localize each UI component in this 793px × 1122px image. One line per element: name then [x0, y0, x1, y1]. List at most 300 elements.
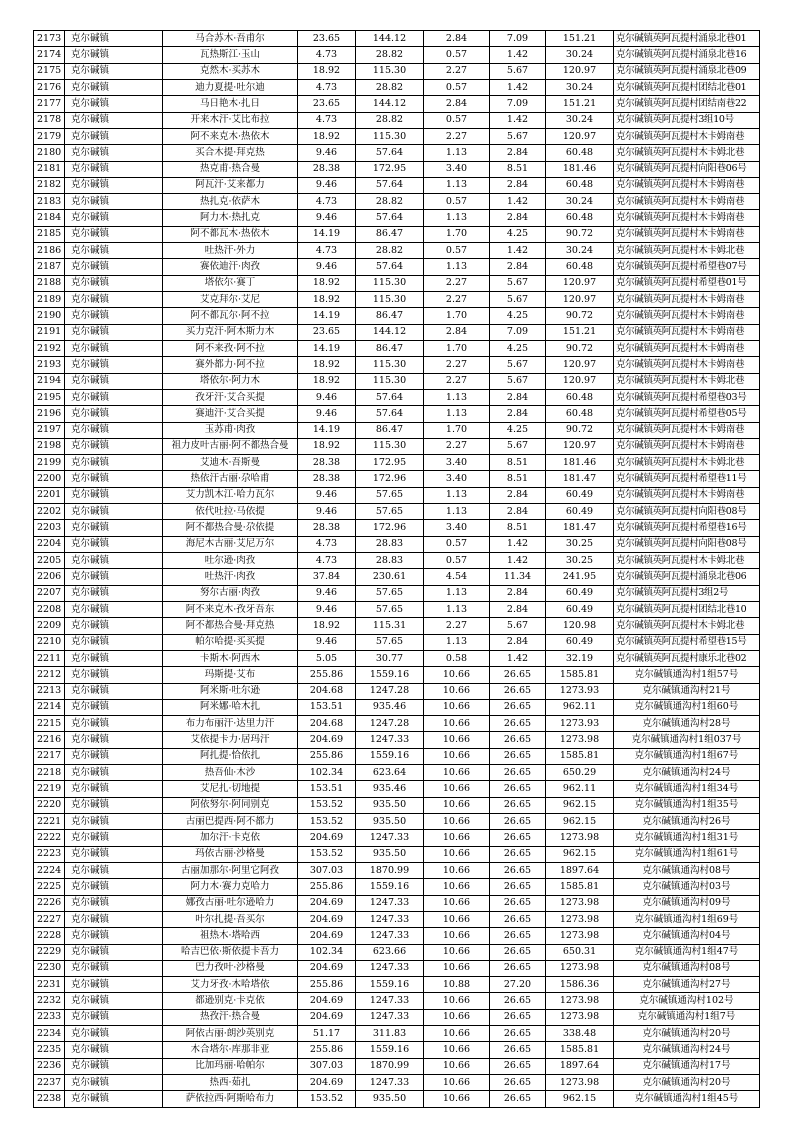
- total-cell: 1273.98: [546, 911, 614, 927]
- value-cell: 10.66: [424, 781, 490, 797]
- value-cell: 1559.16: [356, 1042, 424, 1058]
- value-cell: 4.73: [298, 47, 356, 63]
- value-cell: 18.92: [298, 618, 356, 634]
- value-cell: 1247.33: [356, 928, 424, 944]
- value-cell: 0.57: [424, 243, 490, 259]
- value-cell: 1.42: [490, 536, 546, 552]
- value-cell: 26.65: [490, 879, 546, 895]
- value-cell: 26.65: [490, 911, 546, 927]
- name-cell: 阿不来克木·热依木: [163, 128, 298, 144]
- address-cell: 克尔碱镇通沟村08号: [614, 960, 760, 976]
- name-cell: 赛依迪汗·肉孜: [163, 259, 298, 275]
- table-row: [34, 47, 760, 63]
- value-cell: 0.57: [424, 194, 490, 210]
- value-cell: 1559.16: [356, 667, 424, 683]
- total-cell: 241.95: [546, 569, 614, 585]
- row-number-cell: 2191: [34, 324, 65, 340]
- table-row: [34, 732, 760, 748]
- table-row: [34, 112, 760, 128]
- total-cell: 30.25: [546, 536, 614, 552]
- row-number-cell: 2195: [34, 389, 65, 405]
- address-cell: 克尔碱镇通沟村1组7号: [614, 1009, 760, 1025]
- total-cell: 650.29: [546, 765, 614, 781]
- value-cell: 28.83: [356, 536, 424, 552]
- value-cell: 18.92: [298, 128, 356, 144]
- total-cell: 1273.98: [546, 732, 614, 748]
- table-row: [34, 504, 760, 520]
- town-cell: 克尔碱镇: [65, 716, 163, 732]
- name-cell: 阿米娜·哈木扎: [163, 699, 298, 715]
- total-cell: 181.46: [546, 161, 614, 177]
- value-cell: 1.13: [424, 389, 490, 405]
- name-cell: 阿依努尔·阿同别克: [163, 797, 298, 813]
- name-cell: 买力克汗·阿木斯力木: [163, 324, 298, 340]
- value-cell: 10.66: [424, 1075, 490, 1091]
- value-cell: 10.66: [424, 667, 490, 683]
- value-cell: 9.46: [298, 145, 356, 161]
- name-cell: 马日艳木·扎日: [163, 96, 298, 112]
- value-cell: 4.54: [424, 569, 490, 585]
- town-cell: 克尔碱镇: [65, 944, 163, 960]
- address-cell: 克尔碱镇英阿瓦提村木卡姆南巷: [614, 194, 760, 210]
- total-cell: 60.48: [546, 145, 614, 161]
- row-number-cell: 2182: [34, 177, 65, 193]
- name-cell: 吐热汗·外力: [163, 243, 298, 259]
- value-cell: 10.66: [424, 765, 490, 781]
- value-cell: 26.65: [490, 797, 546, 813]
- total-cell: 1897.64: [546, 1058, 614, 1074]
- address-cell: 克尔碱镇英阿瓦提村希望巷07号: [614, 259, 760, 275]
- value-cell: 5.67: [490, 292, 546, 308]
- value-cell: 2.27: [424, 357, 490, 373]
- town-cell: 克尔碱镇: [65, 145, 163, 161]
- town-cell: 克尔碱镇: [65, 928, 163, 944]
- address-cell: 克尔碱镇英阿瓦提村团结南巷22: [614, 96, 760, 112]
- value-cell: 5.05: [298, 650, 356, 666]
- value-cell: 57.64: [356, 389, 424, 405]
- row-number-cell: 2189: [34, 292, 65, 308]
- name-cell: 瓦热斯江·玉山: [163, 47, 298, 63]
- address-cell: 克尔碱镇通沟村24号: [614, 765, 760, 781]
- name-cell: 努尔古丽·肉孜: [163, 585, 298, 601]
- value-cell: 307.03: [298, 1058, 356, 1074]
- value-cell: 1.13: [424, 487, 490, 503]
- table-row: [34, 895, 760, 911]
- address-cell: 克尔碱镇通沟村1组45号: [614, 1091, 760, 1107]
- row-number-cell: 2222: [34, 830, 65, 846]
- value-cell: 1.70: [424, 422, 490, 438]
- total-cell: 30.24: [546, 79, 614, 95]
- town-cell: 克尔碱镇: [65, 569, 163, 585]
- row-number-cell: 2210: [34, 634, 65, 650]
- address-cell: 克尔碱镇通沟村24号: [614, 1042, 760, 1058]
- value-cell: 1247.28: [356, 683, 424, 699]
- value-cell: 115.30: [356, 373, 424, 389]
- town-cell: 克尔碱镇: [65, 814, 163, 830]
- value-cell: 115.30: [356, 128, 424, 144]
- address-cell: 克尔碱镇英阿瓦提村木卡姆南巷: [614, 308, 760, 324]
- total-cell: 1273.93: [546, 683, 614, 699]
- town-cell: 克尔碱镇: [65, 765, 163, 781]
- address-cell: 克尔碱镇通沟村03号: [614, 879, 760, 895]
- row-number-cell: 2183: [34, 194, 65, 210]
- value-cell: 18.92: [298, 292, 356, 308]
- value-cell: 10.66: [424, 1091, 490, 1107]
- table-row: [34, 814, 760, 830]
- table-row: [34, 1075, 760, 1091]
- value-cell: 1.42: [490, 243, 546, 259]
- name-cell: 布力布丽汗·达里力汗: [163, 716, 298, 732]
- total-cell: 90.72: [546, 340, 614, 356]
- town-cell: 克尔碱镇: [65, 830, 163, 846]
- value-cell: 1.70: [424, 226, 490, 242]
- row-number-cell: 2229: [34, 944, 65, 960]
- value-cell: 18.92: [298, 357, 356, 373]
- address-cell: 克尔碱镇英阿瓦提村希望巷15号: [614, 634, 760, 650]
- row-number-cell: 2238: [34, 1091, 65, 1107]
- address-cell: 克尔碱镇通沟村1组47号: [614, 944, 760, 960]
- name-cell: 阿不来孜·阿不拉: [163, 340, 298, 356]
- name-cell: 玉苏甫·肉孜: [163, 422, 298, 438]
- value-cell: 86.47: [356, 308, 424, 324]
- name-cell: 迪力夏提·吐尔迪: [163, 79, 298, 95]
- value-cell: 9.46: [298, 585, 356, 601]
- value-cell: 11.34: [490, 569, 546, 585]
- value-cell: 9.46: [298, 259, 356, 275]
- table-row: [34, 797, 760, 813]
- total-cell: 338.48: [546, 1026, 614, 1042]
- town-cell: 克尔碱镇: [65, 634, 163, 650]
- row-number-cell: 2190: [34, 308, 65, 324]
- table-row: [34, 455, 760, 471]
- name-cell: 阿不都热合曼·拜克热: [163, 618, 298, 634]
- town-cell: 克尔碱镇: [65, 797, 163, 813]
- value-cell: 26.65: [490, 765, 546, 781]
- value-cell: 1559.16: [356, 748, 424, 764]
- name-cell: 艾力牙孜·木哈塔依: [163, 977, 298, 993]
- value-cell: 26.65: [490, 781, 546, 797]
- total-cell: 30.24: [546, 194, 614, 210]
- town-cell: 克尔碱镇: [65, 422, 163, 438]
- value-cell: 3.40: [424, 161, 490, 177]
- value-cell: 935.46: [356, 699, 424, 715]
- town-cell: 克尔碱镇: [65, 177, 163, 193]
- address-cell: 克尔碱镇通沟村102号: [614, 993, 760, 1009]
- value-cell: 1.13: [424, 210, 490, 226]
- name-cell: 阿力木·赛力克哈力: [163, 879, 298, 895]
- table-row: [34, 1026, 760, 1042]
- value-cell: 18.92: [298, 63, 356, 79]
- value-cell: 153.51: [298, 699, 356, 715]
- town-cell: 克尔碱镇: [65, 911, 163, 927]
- value-cell: 153.52: [298, 846, 356, 862]
- total-cell: 60.48: [546, 406, 614, 422]
- town-cell: 克尔碱镇: [65, 63, 163, 79]
- value-cell: 204.69: [298, 1075, 356, 1091]
- value-cell: 1247.33: [356, 1009, 424, 1025]
- town-cell: 克尔碱镇: [65, 226, 163, 242]
- address-cell: 克尔碱镇通沟村21号: [614, 683, 760, 699]
- name-cell: 艾力凯木江·哈力瓦尔: [163, 487, 298, 503]
- address-cell: 克尔碱镇英阿瓦提村木卡姆南巷: [614, 324, 760, 340]
- name-cell: 加尔汗·卡克依: [163, 830, 298, 846]
- value-cell: 2.84: [424, 96, 490, 112]
- value-cell: 0.57: [424, 536, 490, 552]
- total-cell: 1273.98: [546, 830, 614, 846]
- value-cell: 30.77: [356, 650, 424, 666]
- row-number-cell: 2223: [34, 846, 65, 862]
- table-row: [34, 389, 760, 405]
- total-cell: 120.97: [546, 292, 614, 308]
- value-cell: 5.67: [490, 275, 546, 291]
- row-number-cell: 2200: [34, 471, 65, 487]
- value-cell: 9.46: [298, 210, 356, 226]
- value-cell: 115.30: [356, 275, 424, 291]
- town-cell: 克尔碱镇: [65, 1042, 163, 1058]
- name-cell: 阿瓦汗·艾来都力: [163, 177, 298, 193]
- value-cell: 3.40: [424, 471, 490, 487]
- row-number-cell: 2235: [34, 1042, 65, 1058]
- row-number-cell: 2173: [34, 31, 65, 47]
- value-cell: 57.64: [356, 210, 424, 226]
- table-row: [34, 31, 760, 47]
- name-cell: 塔依尔·赛丁: [163, 275, 298, 291]
- row-number-cell: 2209: [34, 618, 65, 634]
- address-cell: 克尔碱镇英阿瓦提村向阳巷08号: [614, 504, 760, 520]
- value-cell: 28.38: [298, 471, 356, 487]
- address-cell: 克尔碱镇英阿瓦提村3组2号: [614, 585, 760, 601]
- value-cell: 14.19: [298, 308, 356, 324]
- name-cell: 热克甫·热合曼: [163, 161, 298, 177]
- address-cell: 克尔碱镇通沟村1组57号: [614, 667, 760, 683]
- row-number-cell: 2184: [34, 210, 65, 226]
- value-cell: 1.13: [424, 601, 490, 617]
- town-cell: 克尔碱镇: [65, 340, 163, 356]
- table-row: [34, 765, 760, 781]
- value-cell: 2.27: [424, 292, 490, 308]
- value-cell: 935.50: [356, 797, 424, 813]
- row-number-cell: 2214: [34, 699, 65, 715]
- value-cell: 57.65: [356, 585, 424, 601]
- value-cell: 255.86: [298, 977, 356, 993]
- value-cell: 204.69: [298, 1009, 356, 1025]
- value-cell: 1247.33: [356, 895, 424, 911]
- address-cell: 克尔碱镇通沟村1组35号: [614, 797, 760, 813]
- row-number-cell: 2175: [34, 63, 65, 79]
- row-number-cell: 2215: [34, 716, 65, 732]
- row-number-cell: 2232: [34, 993, 65, 1009]
- value-cell: 1.13: [424, 406, 490, 422]
- name-cell: 阿不来克木·孜牙吾东: [163, 601, 298, 617]
- data-table: [33, 30, 760, 1108]
- total-cell: 1897.64: [546, 862, 614, 878]
- value-cell: 10.66: [424, 895, 490, 911]
- value-cell: 4.73: [298, 536, 356, 552]
- value-cell: 2.84: [424, 324, 490, 340]
- total-cell: 60.48: [546, 210, 614, 226]
- value-cell: 102.34: [298, 944, 356, 960]
- value-cell: 28.38: [298, 161, 356, 177]
- value-cell: 26.65: [490, 814, 546, 830]
- name-cell: 阿不都瓦木·热依木: [163, 226, 298, 242]
- total-cell: 60.49: [546, 585, 614, 601]
- table-row: [34, 406, 760, 422]
- value-cell: 204.68: [298, 683, 356, 699]
- town-cell: 克尔碱镇: [65, 194, 163, 210]
- total-cell: 30.24: [546, 47, 614, 63]
- value-cell: 172.96: [356, 520, 424, 536]
- value-cell: 10.66: [424, 1009, 490, 1025]
- value-cell: 28.38: [298, 520, 356, 536]
- name-cell: 吐热汗·肉孜: [163, 569, 298, 585]
- row-number-cell: 2188: [34, 275, 65, 291]
- name-cell: 巴力孜叶·沙格曼: [163, 960, 298, 976]
- town-cell: 克尔碱镇: [65, 455, 163, 471]
- value-cell: 8.51: [490, 520, 546, 536]
- address-cell: 克尔碱镇英阿瓦提村木卡姆南巷: [614, 438, 760, 454]
- value-cell: 4.73: [298, 553, 356, 569]
- table-row: [34, 79, 760, 95]
- total-cell: 1585.81: [546, 1042, 614, 1058]
- value-cell: 172.95: [356, 455, 424, 471]
- address-cell: 克尔碱镇通沟村1组61号: [614, 846, 760, 862]
- value-cell: 10.66: [424, 683, 490, 699]
- row-number-cell: 2237: [34, 1075, 65, 1091]
- name-cell: 玛依古丽·沙格曼: [163, 846, 298, 862]
- value-cell: 204.69: [298, 928, 356, 944]
- address-cell: 克尔碱镇通沟村08号: [614, 862, 760, 878]
- row-number-cell: 2181: [34, 161, 65, 177]
- value-cell: 935.50: [356, 846, 424, 862]
- name-cell: 海尼木古丽·艾尼万尔: [163, 536, 298, 552]
- value-cell: 1.42: [490, 79, 546, 95]
- value-cell: 144.12: [356, 96, 424, 112]
- table-row: [34, 373, 760, 389]
- address-cell: 克尔碱镇英阿瓦提村木卡姆南巷: [614, 128, 760, 144]
- table-row: [34, 862, 760, 878]
- value-cell: 115.30: [356, 357, 424, 373]
- address-cell: 克尔碱镇英阿瓦提村木卡姆南巷: [614, 210, 760, 226]
- total-cell: 151.21: [546, 96, 614, 112]
- value-cell: 26.65: [490, 944, 546, 960]
- address-cell: 克尔碱镇英阿瓦提村木卡姆南巷: [614, 487, 760, 503]
- value-cell: 4.25: [490, 226, 546, 242]
- row-number-cell: 2207: [34, 585, 65, 601]
- row-number-cell: 2231: [34, 977, 65, 993]
- value-cell: 2.84: [490, 389, 546, 405]
- total-cell: 60.48: [546, 389, 614, 405]
- value-cell: 57.64: [356, 145, 424, 161]
- table-row: [34, 781, 760, 797]
- address-cell: 克尔碱镇英阿瓦提村木卡姆北巷: [614, 243, 760, 259]
- value-cell: 4.25: [490, 422, 546, 438]
- value-cell: 28.82: [356, 194, 424, 210]
- town-cell: 克尔碱镇: [65, 618, 163, 634]
- name-cell: 热扎克·依萨木: [163, 194, 298, 210]
- value-cell: 172.96: [356, 471, 424, 487]
- table-row: [34, 569, 760, 585]
- value-cell: 26.65: [490, 1009, 546, 1025]
- address-cell: 克尔碱镇英阿瓦提村涌泉北巷16: [614, 47, 760, 63]
- name-cell: 马合苏木·吾甫尔: [163, 31, 298, 47]
- address-cell: 克尔碱镇通沟村1组69号: [614, 911, 760, 927]
- town-cell: 克尔碱镇: [65, 993, 163, 1009]
- value-cell: 204.69: [298, 830, 356, 846]
- value-cell: 0.57: [424, 47, 490, 63]
- value-cell: 2.84: [490, 504, 546, 520]
- value-cell: 26.65: [490, 960, 546, 976]
- name-cell: 叶尔扎提·吾买尔: [163, 911, 298, 927]
- name-cell: 艾依提卡力·居玛汗: [163, 732, 298, 748]
- value-cell: 28.82: [356, 243, 424, 259]
- table-row: [34, 667, 760, 683]
- table-row: [34, 226, 760, 242]
- value-cell: 10.66: [424, 911, 490, 927]
- address-cell: 克尔碱镇英阿瓦提村木卡姆北巷: [614, 145, 760, 161]
- value-cell: 1.13: [424, 177, 490, 193]
- address-cell: 克尔碱镇通沟村1组67号: [614, 748, 760, 764]
- row-number-cell: 2176: [34, 79, 65, 95]
- table-row: [34, 1091, 760, 1107]
- value-cell: 9.46: [298, 601, 356, 617]
- value-cell: 10.66: [424, 879, 490, 895]
- total-cell: 1273.98: [546, 960, 614, 976]
- value-cell: 4.73: [298, 194, 356, 210]
- value-cell: 2.84: [490, 259, 546, 275]
- value-cell: 23.65: [298, 324, 356, 340]
- row-number-cell: 2211: [34, 650, 65, 666]
- row-number-cell: 2224: [34, 862, 65, 878]
- total-cell: 1273.98: [546, 1075, 614, 1091]
- value-cell: 1.70: [424, 308, 490, 324]
- name-cell: 祖力皮叶古丽·阿不都热合曼: [163, 438, 298, 454]
- value-cell: 5.67: [490, 128, 546, 144]
- value-cell: 10.88: [424, 977, 490, 993]
- value-cell: 10.66: [424, 1026, 490, 1042]
- value-cell: 26.65: [490, 732, 546, 748]
- table-row: [34, 357, 760, 373]
- value-cell: 204.69: [298, 960, 356, 976]
- address-cell: 克尔碱镇英阿瓦提村希望巷05号: [614, 406, 760, 422]
- value-cell: 115.30: [356, 63, 424, 79]
- address-cell: 克尔碱镇英阿瓦提村希望巷01号: [614, 275, 760, 291]
- value-cell: 26.65: [490, 1075, 546, 1091]
- value-cell: 86.47: [356, 422, 424, 438]
- value-cell: 5.67: [490, 357, 546, 373]
- row-number-cell: 2216: [34, 732, 65, 748]
- row-number-cell: 2206: [34, 569, 65, 585]
- row-number-cell: 2204: [34, 536, 65, 552]
- value-cell: 2.84: [490, 145, 546, 161]
- value-cell: 26.65: [490, 1058, 546, 1074]
- value-cell: 153.52: [298, 814, 356, 830]
- town-cell: 克尔碱镇: [65, 47, 163, 63]
- town-cell: 克尔碱镇: [65, 308, 163, 324]
- row-number-cell: 2196: [34, 406, 65, 422]
- row-number-cell: 2234: [34, 1026, 65, 1042]
- address-cell: 克尔碱镇通沟村17号: [614, 1058, 760, 1074]
- value-cell: 23.65: [298, 31, 356, 47]
- address-cell: 克尔碱镇英阿瓦提村木卡姆南巷: [614, 422, 760, 438]
- row-number-cell: 2205: [34, 553, 65, 569]
- value-cell: 2.84: [490, 406, 546, 422]
- value-cell: 2.84: [424, 31, 490, 47]
- value-cell: 26.65: [490, 846, 546, 862]
- value-cell: 1247.33: [356, 993, 424, 1009]
- table-row: [34, 520, 760, 536]
- value-cell: 5.67: [490, 438, 546, 454]
- value-cell: 2.27: [424, 373, 490, 389]
